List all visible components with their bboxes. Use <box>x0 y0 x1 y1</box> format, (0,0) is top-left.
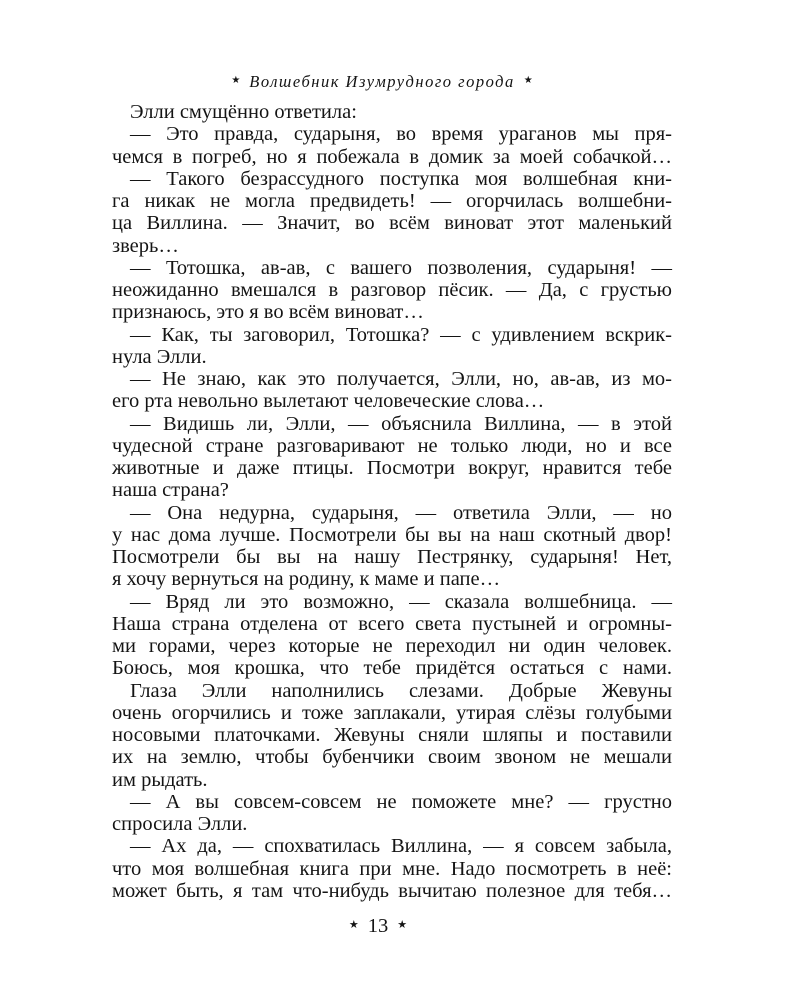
text-line: га никак не могла предвидеть! — огорчилась волшебни- <box>112 190 672 212</box>
text-line: что моя волшебная книга при мне. Надо посмотреть в неё: <box>112 857 672 880</box>
star-left-icon: ★ <box>231 75 241 87</box>
text-line: — Она недурна, сударыня, — ответила Элли, — но <box>130 501 672 524</box>
text-line: Глаза Элли наполнились слезами. Добрые Жевуны <box>130 679 672 702</box>
text-line: — Видишь ли, Элли, — объяснила Виллина, — в этой <box>130 412 672 435</box>
paragraph <box>112 324 672 369</box>
text-line: Наша страна отделена от всего света пустыней и огромны- <box>112 612 672 635</box>
text-line: — Ах да, — спохватилась Виллина, — я совсем забыла, <box>130 835 672 858</box>
star-right-icon: ★ <box>397 919 408 932</box>
text-line: зверь… <box>112 234 179 257</box>
text-line: их на землю, чтобы бубенчики своим звоном не мешали <box>112 746 672 769</box>
page-number-value: 13 <box>367 915 389 938</box>
text-line: чемся в погреб, но я побежала в домик за моей собачкой… <box>112 145 672 168</box>
paragraph <box>112 257 672 324</box>
text-line: я хочу вернуться на родину, к маме и папе… <box>112 568 501 591</box>
text-line: у нас дома лучше. Посмотрели бы вы на наш скотный двор! <box>112 523 672 546</box>
paragraph <box>112 368 672 413</box>
text-line: — Как, ты заговорил, Тотошка? — с удивлением вскрик- <box>130 323 672 346</box>
text-line: может быть, я там что-нибудь вычитаю полезное для тебя… <box>112 879 672 902</box>
text-line: его рта невольно вылетают человеческие слова… <box>112 390 545 413</box>
text-line: — Не знаю, как это получается, Элли, но, ав-ав, из мо- <box>130 368 672 390</box>
text-line: чудесной стране разговаривают не только люди, но и все <box>112 434 672 457</box>
text-line: — Вряд ли это возможно, — сказала волшебница. — <box>130 590 672 613</box>
text-line: очень огорчились и тоже заплакали, утирая слёзы голубыми <box>112 701 672 724</box>
paragraph <box>112 123 672 168</box>
text-line: спросила Элли. <box>112 813 248 835</box>
page-number <box>300 913 456 939</box>
text-line: ми горами, через которые не переходил ни один человек. <box>112 635 672 657</box>
paragraph <box>112 680 672 791</box>
text-line: носовыми платочками. Жевуны сняли шляпы и поставили <box>112 724 672 746</box>
paragraph <box>112 835 672 902</box>
running-head <box>182 71 582 93</box>
paragraph <box>112 413 672 502</box>
text-line: Боюсь, моя крошка, что тебе придётся остаться с нами. <box>112 657 672 680</box>
running-title: Волшебник Изумрудного города <box>249 72 515 92</box>
text-line: им рыдать. <box>112 768 208 791</box>
paragraph <box>112 168 672 257</box>
text-line: — Тотошка, ав-ав, с вашего позволения, сударыня! — <box>130 256 672 279</box>
text-line: — А вы совсем-совсем не поможете мне? — грустно <box>130 790 672 813</box>
paragraph <box>112 101 672 123</box>
text-line: ца Виллина. — Значит, во всём виноват этот маленький <box>112 212 672 235</box>
star-left-icon: ★ <box>348 919 359 932</box>
text-line: Элли смущённо ответила: <box>130 101 357 123</box>
paragraph <box>112 502 672 591</box>
text-line: признаюсь, это я во всём виноват… <box>112 301 424 324</box>
text-line: — Это правда, сударыня, во время ураганов мы пря- <box>130 123 672 146</box>
text-line: нула Элли. <box>112 345 207 368</box>
paragraph <box>112 591 672 680</box>
text-line: неожиданно вмешался в разговор пёсик. — Да, с грустью <box>112 279 672 301</box>
star-right-icon: ★ <box>523 75 533 87</box>
body-text <box>112 101 672 902</box>
text-line: Посмотрели бы вы на нашу Пестрянку, сударыня! Нет, <box>112 546 672 568</box>
text-line: наша страна? <box>112 479 229 502</box>
paragraph <box>112 791 672 836</box>
text-line: — Такого безрассудного поступка моя волшебная кни- <box>130 167 672 190</box>
text-line: животные и даже птицы. Посмотри вокруг, нравится тебе <box>112 457 672 479</box>
